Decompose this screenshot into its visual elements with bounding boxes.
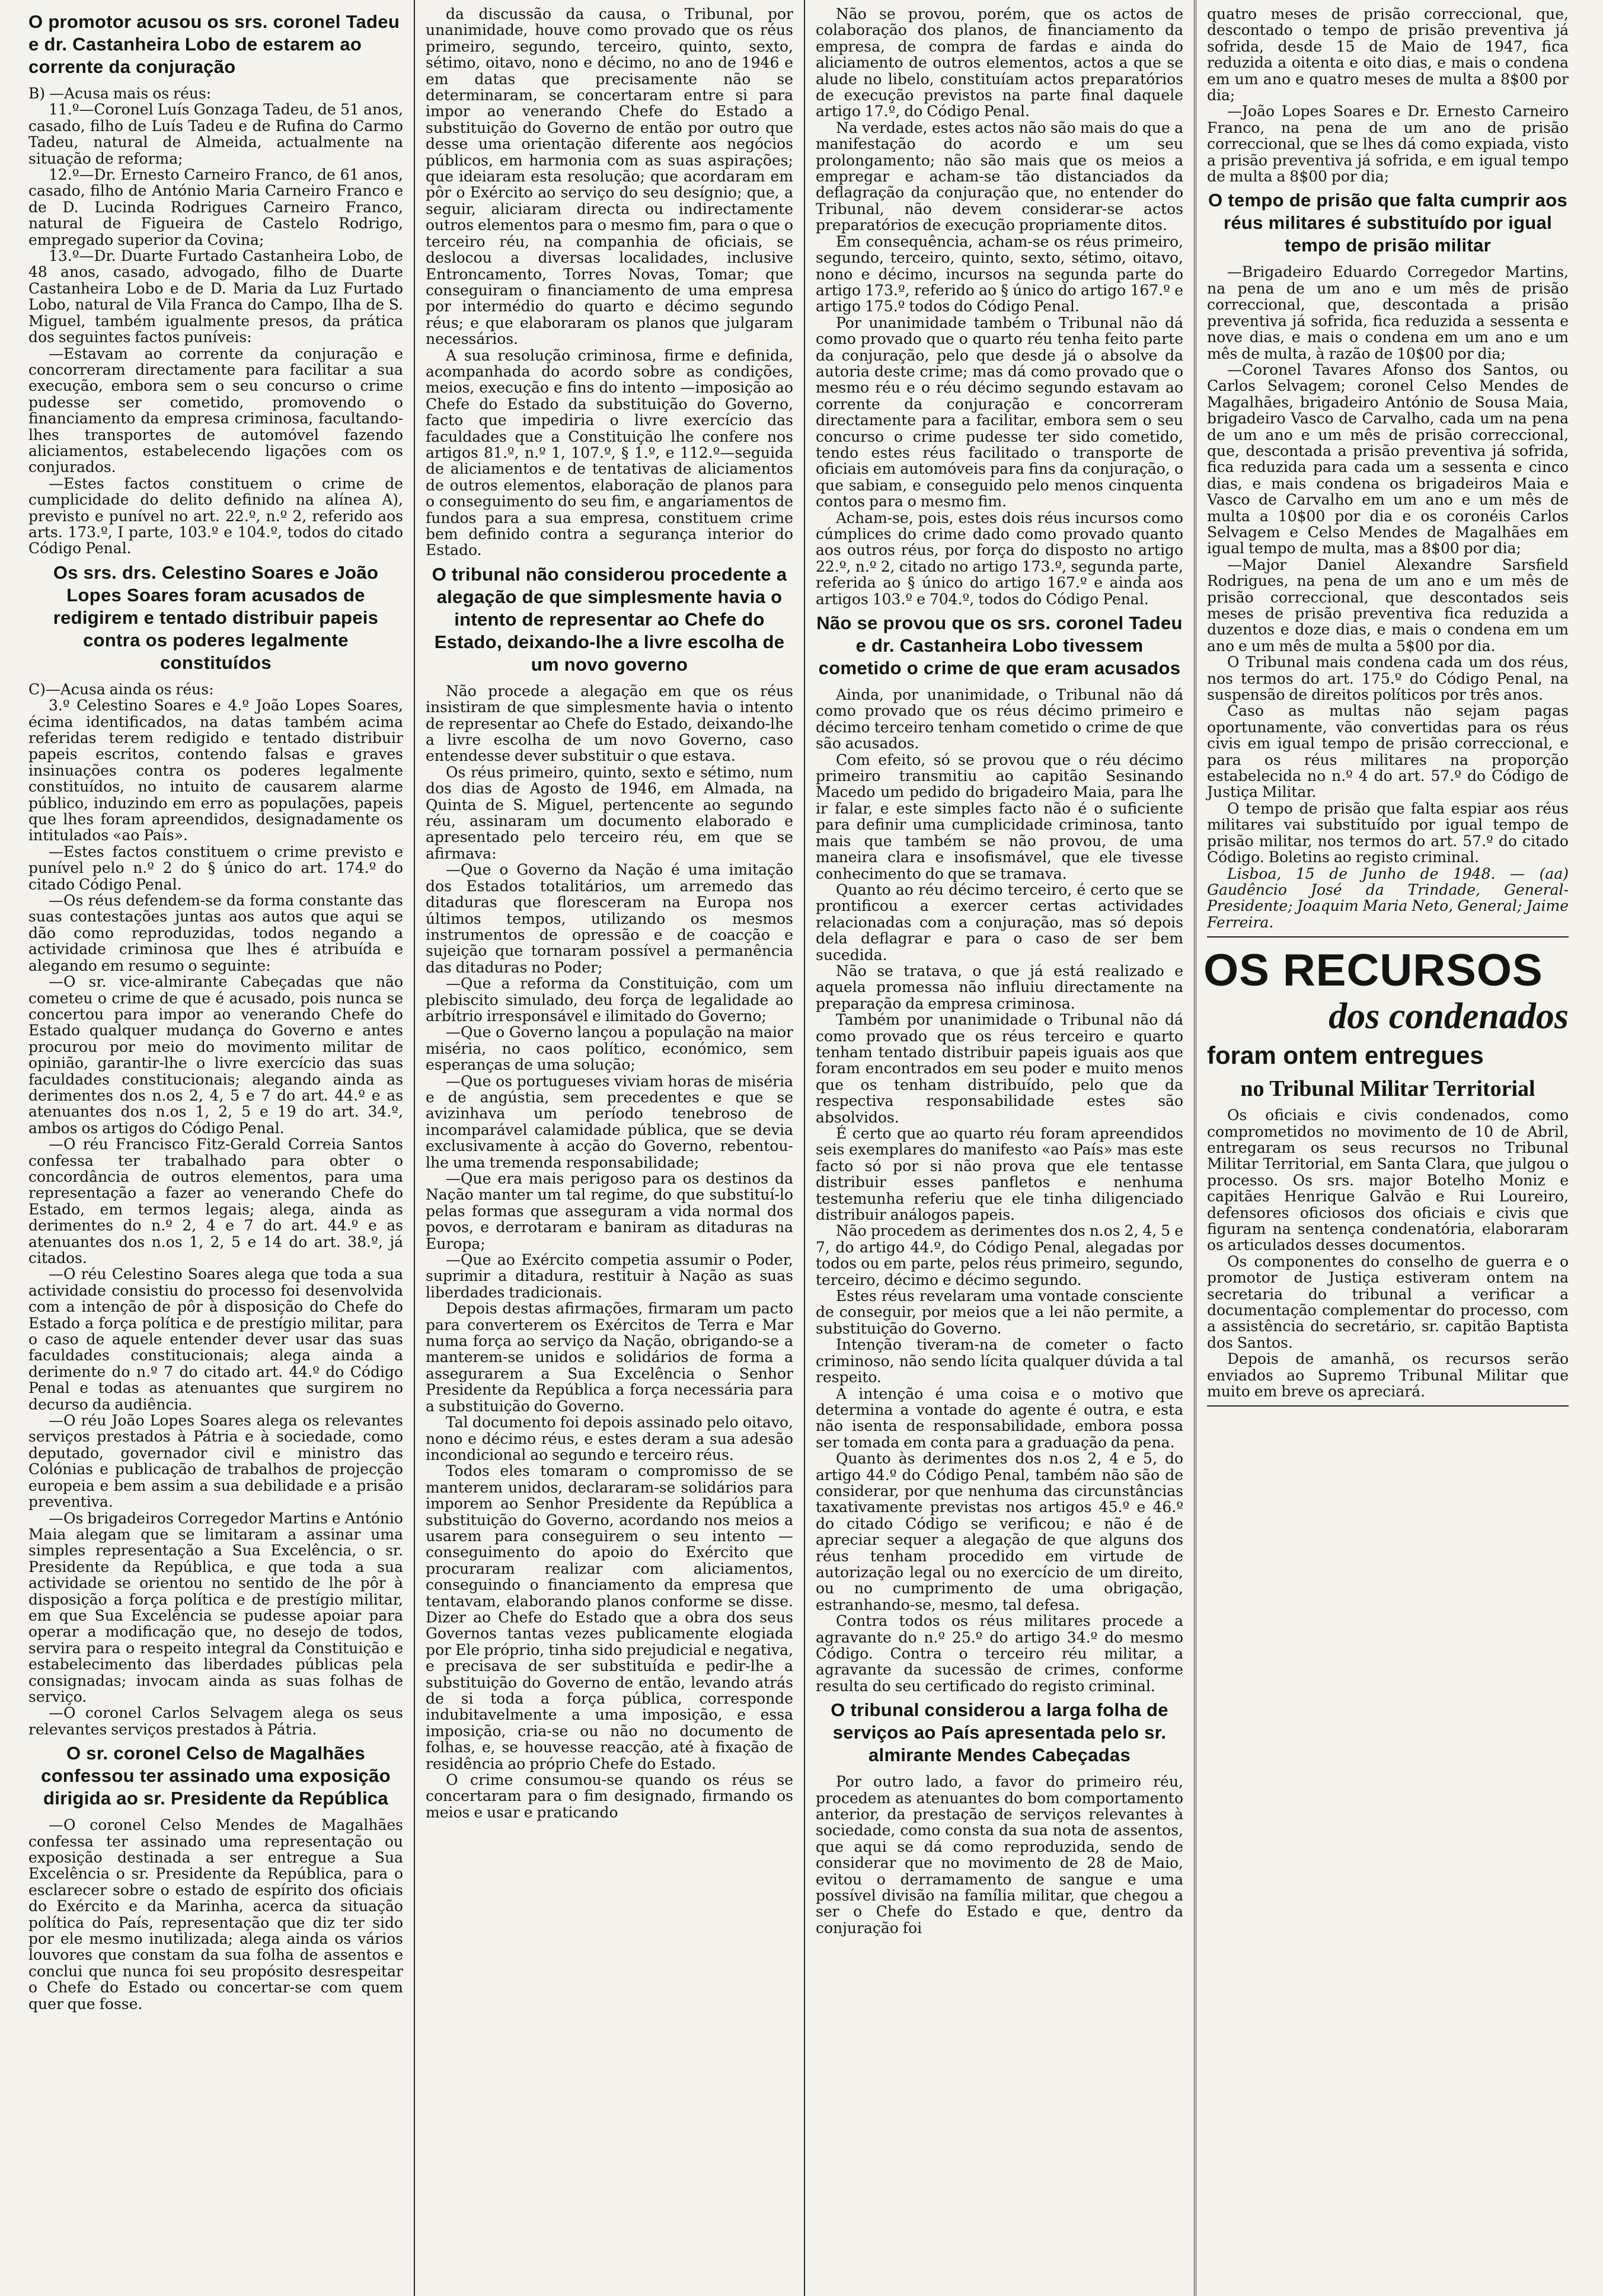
paragraph: Não se provou, porém, que os actos de colaboração dos planos, de financiamento da empresa, de compra de fardas e ainda do aliciamento de outros elementos, actos a que se alude no libelo, constituíam actos preparatórios de execução previstos na parte final daquele artigo 17.º, do Código Penal. xyxy=(816,5,1183,120)
paragraph: da discussão da causa, o Tribunal, por unanimidade, houve como provado que os réus primeiro, segundo, terceiro, quinto, sexto, sétimo, oitavo, nono e décimo, no ano de 1946 e em datas que precisamente não se determinaram, se concertaram entre si para impor ao venerando Chefe do Estado a substituição do Governo de então por outro que desse uma orientação diferente aos negócios públicos, em harmonia com as suas aspirações; que ideiaram esta resolução; que acordaram em pôr o Exército ao serviço do seu desígnio; que, a seguir, aliciaram directa ou indirectamente outros elementos para o mesmo fim, para o que o terceiro réu, na companhia de oficiais, se deslocou a diversas localidades, inclusive Entroncamento, Torres Novas, Tomar; que conseguiram o financiamento de uma empresa por intermédio do quarto e décimo segundo réus; e que elaboraram os planos que julgaram necessários. xyxy=(426,5,793,348)
paragraph: Não procede a alegação em que os réus insistiram de que simplesmente havia o intento de representar ao Chefe do Estado, deixando-lhe a livre escolha de um novo Governo, caso entendesse dever substituir o que estava. xyxy=(426,682,793,765)
paragraph: —Os réus defendem-se da forma constante das suas contestações juntas aos autos que aqui se dão como reproduzidas, todos negando a actividade criminosa que lhes é atribuída e alegando em resumo o seguinte: xyxy=(28,892,403,974)
recursos-headline: OS RECURSOS xyxy=(1203,945,1543,996)
paragraph: —Brigadeiro Eduardo Corregedor Martins, na pena de um ano e um mês de prisão correccional, que, descontada a prisão preventiva já sofrida, fica reduzida a sessenta e nove dias, e mais o condena em um ano e um mês de multa, à razão de 10$00 por dia; xyxy=(1207,263,1569,362)
paragraph: —Coronel Tavares Afonso dos Santos, ou Carlos Selvagem; coronel Celso Mendes de Magalhães, brigadeiro António de Sousa Maia, brigadeiro Vasco de Carvalho, cada um na pena de um ano e um mês de prisão correccional, que, descontada a prisão preventiva já sofrida, fica reduzida para cada um a sessenta e cinco dias, e mais condena os brigadeiros Maia e Vasco de Carvalho em um ano e um mês de multa a 10$00 por dia e os coronéis Carlos Selvagem e Celso Mendes de Magalhães em igual tempo de multa, mas a 8$00 por dia; xyxy=(1207,361,1569,557)
headline-nao-se-provou: Não se provou que os srs. coronel Tadeu e dr. Castanheira Lobo tivessem cometido o crime de que eram acusados xyxy=(816,613,1183,679)
paragraph: —O réu João Lopes Soares alega os relevantes serviços prestados à Pátria e à sociedade, como deputado, governador civil e ministro das Colónias e publicação de trabalhos de projecção europeia e bem assim a sua debilidade e a prisão preventiva. xyxy=(28,1412,403,1511)
paragraph: Depois destas afirmações, firmaram um pacto para converterem os Exércitos de Terra e Mar numa força ao serviço da Nação, obrigando-se a manterem-se unidos e solidários de forma a assegurarem a Sua Excelência o Senhor Presidente da República a força necessária para a substituição do Governo. xyxy=(426,1300,793,1415)
paragraph: —Que ao Exército competia assumir o Poder, suprimir a ditadura, restituir à Nação as suas liberdades tradicionais. xyxy=(426,1251,793,1301)
paragraph: —O réu Celestino Soares alega que toda a sua actividade consistiu do processo foi desenvolvida com a intenção de pôr à disposição do Chefe do Estado a força política e de prestígio militar, para o caso de aquele entender dever usar das suas faculdades constitucionais; alega ainda a derimente do n.º 7 do citado art. 44.º do Código Penal e todas as atenuantes que surgirem no decurso da audiência. xyxy=(28,1265,403,1413)
paragraph: —Estavam ao corrente da conjuração e concorreram directamente para facilitar a sua execução, embora sem o seu concurso o crime pudesse ser cometido, promovendo o financiamento da empresa criminosa, facultando-lhes transportes de automóvel fazendo aliciamentos, estabelecendo ligações com os conjurados. xyxy=(28,345,403,476)
recursos-subheadline: dos condenados xyxy=(1329,996,1569,1037)
divider xyxy=(1207,936,1569,937)
paragraph: A intenção é uma coisa e o motivo que determina a vontade do agente é outra, e esta não isenta de responsabilidade, embora possa ser tomada em conta para a graduação da pena. xyxy=(816,1385,1183,1451)
paragraph: —Major Daniel Alexandre Sarsfield Rodrigues, na pena de um ano e um mês de prisão correccional, que descontados seis meses de prisão preventiva fica reduzida a duzentos e doze dias, e mais o condena em um ano e um mês de multa a 5$00 por dia. xyxy=(1207,556,1569,655)
divider xyxy=(1207,1405,1569,1407)
column-4 xyxy=(1194,0,1579,2296)
headline-celso-magalhaes: O sr. coronel Celso de Magalhães confessou ter assinado uma exposição dirigida ao sr. Presidente da República xyxy=(41,1743,391,1809)
paragraph: —Que era mais perigoso para os destinos da Nação manter um tal regime, do que substituí-lo pelas formas que asseguram a vida normal dos povos, e derrotaram e baniram as ditaduras na Europa; xyxy=(426,1170,793,1252)
paragraph: Não se tratava, o que já está realizado e aquela promessa não influiu directamente na preparação da empresa criminosa. xyxy=(816,962,1183,1012)
paragraph: —Que a reforma da Constituição, com um plebiscito simulado, deu força de legalidade ao arbítrio irresponsável e ilimitado do Governo; xyxy=(426,975,793,1025)
paragraph: quatro meses de prisão correccional, que, descontado o tempo de prisão preventiva já sofrida, desde 15 de Maio de 1947, fica reduzida a oitenta e oito dias, e mais o condena em um ano e quatro meses de multa a 8$00 por dia; xyxy=(1207,5,1569,104)
paragraph: —Estes factos constituem o crime de cumplicidade do delito definido na alínea A), previsto e punível no art. 22.º, n.º 2, referido aos arts. 173.º, I parte, 103.º e 104.º, todos do citado Código Penal. xyxy=(28,474,403,557)
paragraph: B) —Acusa mais os réus: xyxy=(28,85,212,102)
paragraph: Quanto às derimentes dos n.os 2, 4 e 5, do artigo 44.º do Código Penal, também não são de considerar, por que nenhuma das circunstâncias taxativamente previstas nos artigos 45.º e 46.º do citado Código se verificou; e não é de apreciar sequer a alegação de que alguns dos réus tenham procedido em virtude de autorização legal ou no exercício de um direito, ou no cumprimento de uma obrigação, estranhando-se, mesmo, tal defesa. xyxy=(816,1450,1183,1613)
paragraph: Não procedem as derimentes dos n.os 2, 4, 5 e 7, do artigo 44.º, do Código Penal, alegadas por todos ou em parte, pelos réus primeiro, segundo, terceiro, décimo e décimo segundo. xyxy=(816,1222,1183,1289)
paragraph: 13.º—Dr. Duarte Furtado Castanheira Lobo, de 48 anos, casado, advogado, filho de Duarte Castanheira Lobo e de D. Maria da Luz Furtado Lobo, natural de Vila Franca do Campo, Ilha de S. Miguel, também igualmente presos, da prática dos seguintes factos puníveis: xyxy=(28,247,403,346)
paragraph: Os componentes do conselho de guerra e o promotor de Justiça estiveram ontem na secretaria do tribunal a verificar a documentação complementar do processo, com a assistência do secretário, sr. capitão Baptista dos Santos. xyxy=(1207,1252,1569,1351)
headline-tribunal-nao-considerou: O tribunal não considerou procedente a alegação de que simplesmente havia o intento de representar ao Chefe do Estado, deixando-lhe a livre escolha de um novo governo xyxy=(432,563,787,675)
paragraph: O tempo de prisão que falta espiar aos réus militares vai substituído por igual tempo de prisão militar, nos termos do art. 57.º do citado Código. Boletins ao registo criminal. xyxy=(1207,799,1569,866)
paragraph: Com efeito, só se provou que o réu décimo primeiro transmitiu ao capitão Sesinando Macedo um pedido do brigadeiro Maia, para lhe ir falar, e este simples facto não é o suficiente para definir uma cumplicidade criminosa, tanto mais que também se não provou, de uma maneira clara e insofismável, que ele tivesse conhecimento do que se tramava. xyxy=(816,751,1183,882)
paragraph: 11.º—Coronel Luís Gonzaga Tadeu, de 51 anos, casado, filho de Luís Tadeu e de Rufina do Carmo Tadeu, natural de Almeida, actualmente na situação de reforma; xyxy=(28,101,403,167)
paragraph: 12.º—Dr. Ernesto Carneiro Franco, de 61 anos, casado, filho de António Maria Carneiro Franco e de D. Lucinda Rodrigues Carneiro Franco, natural de Figueira de Castelo Rodrigo, empregado superior da Covina; xyxy=(28,166,403,248)
paragraph: —Os brigadeiros Corregedor Martins e António Maia alegam que se limitaram a assinar uma simples representação a Sua Excelência, o sr. Presidente da República, e que toda a sua actividade se orientou no sentido de lhe pôr à disposição a força política e de prestígio militar, em que Sua Excelência se pudesse apoiar para operar a modificação que, no desejo de todos, servira para o respeito integral da Constituição e estabelecimento das liberdades públicas pela consignadas; invocam ainda as suas folhas de serviço. xyxy=(28,1509,403,1705)
paragraph: —Que os portugueses viviam horas de miséria e de angústia, sem precedentes e que se avizinhava um período tenebroso de incomparável calamidade pública, que se devia exclusivamente à acção do Governo, rebentou-lhe uma tremenda responsabilidade; xyxy=(426,1072,793,1171)
column-3 xyxy=(804,0,1194,2296)
paragraph: —Que o Governo lançou a população na maior miséria, no caos político, económico, sem esperanças de uma solução; xyxy=(426,1023,793,1074)
paragraph: —O coronel Celso Mendes de Magalhães confessa ter assinado uma representação ou exposição destinada a ser entregue a Sua Excelência o sr. Presidente da República, para o esclarecer sobre o estado de espírito dos oficiais do Exército e da Marinha, acerca da situação política do País, representação que diz ter sido por ele mesmo inutilizada; alega ainda os vários louvores que constam da sua folha de assentos e conclui que nunca foi seu propósito desrespeitar o Chefe do Estado ou concertar-se com quem quer que fosse. xyxy=(28,1816,403,2013)
headline-tempo-de-prisao: O tempo de prisão que falta cumprir aos réus militares é substituído por igual tempo de prisão militar xyxy=(1208,190,1567,256)
paragraph: —O sr. vice-almirante Cabeçadas que não cometeu o crime de que é acusado, pois nunca se concertou para impor ao venerando Chefe do Estado qualquer mudança do Governo e antes procurou por meio do movimento militar de opinião, garantir-lhe o livre exercício das suas faculdades constitucionais; alegando ainda as derimentes dos n.os 2, 4, 5 e 7 do art. 44.º e as atenuantes dos n.os 1, 2, 5 e 19 do art. 34.º, ambos os artigos do Código Penal. xyxy=(28,973,403,1137)
paragraph: Caso as multas não sejam pagas oportunamente, vão convertidas para os réus civis em igual tempo de prisão correccional, e para os réus militares na proporção estabelecida no n.º 4 do art. 57.º do Código de Justiça Militar. xyxy=(1207,702,1569,801)
paragraph: Intenção tiveram-na de cometer o facto criminoso, não sendo lícita qualquer dúvida a tal respeito. xyxy=(816,1336,1183,1386)
paragraph: —João Lopes Soares e Dr. Ernesto Carneiro Franco, na pena de um ano de prisão correccional, que se lhes dá como expiada, visto a prisão preventiva já sofrida, e em igual tempo de multa a 8$00 por dia; xyxy=(1207,103,1569,186)
paragraph: É certo que ao quarto réu foram apreendidos seis exemplares do manifesto «ao País» mas este facto só por si não prova que ele tentasse distribuir esses panfletos e nenhuma testemunha referiu que ele tinha diligenciado distribuir análogos papeis. xyxy=(816,1125,1183,1224)
paragraph: Os oficiais e civis condenados, como comprometidos no movimento de 10 de Abril, entregaram os seus recursos no Tribunal Militar Territorial, em Santa Clara, que julgou o processo. Os srs. major Botelho Moniz e capitães Henrique Galvão e Rui Loureiro, defensores oficiosos dos oficiais e civis que figuram na sentença condenatória, elaboraram os articulados desses documentos. xyxy=(1207,1106,1569,1254)
recursos-deck-2: no Tribunal Militar Territorial xyxy=(1240,1076,1535,1102)
paragraph: —Estes factos constituem o crime previsto e punível pelo n.º 2 do § único do art. 174.º do citado Código Penal. xyxy=(28,843,403,893)
paragraph: Estes réus revelaram uma vontade consciente de conseguir, por meios que a lei não permite, a substituição do Governo. xyxy=(816,1287,1183,1337)
paragraph: Os réus primeiro, quinto, sexto e sétimo, num dos dias de Agosto de 1946, em Almada, na Quinta de S. Miguel, pertencente ao segundo réu, assinaram um documento elaborado e apresentado pelo terceiro réu, em que se afirmava: xyxy=(426,763,793,862)
paragraph: Na verdade, estes actos não são mais do que a manifestação do acordo e um seu prolongamento; não são mais que os meios a empregar e acham-se tão distanciados da deflagração da conjuração que, no entender do Tribunal, não devem considerar-se actos preparatórios de execução propriamente ditos. xyxy=(816,119,1183,234)
paragraph: Por unanimidade também o Tribunal não dá como provado que o quarto réu tenha feito parte da conjuração, pelo que desde já o absolve da autoria deste crime; mas dá como provado que o mesmo réu e o réu décimo segundo estavam ao corrente da conjuração e concorreram directamente para a facilitar, embora sem o seu concurso o crime pudesse ter sido cometido, tendo estes réus facilitado o transporte de oficiais em automóveis para fins da conjuração, o que sabiam, e conseguido pelo menos cinquenta contos para o mesmo fim. xyxy=(816,314,1183,511)
paragraph: 3.º Celestino Soares e 4.º João Lopes Soares, écima identificados, na datas também acima referidas terem redigido e tentado distribuir papeis escritos, contendo falsas e graves insinuações contra os poderes legalmente constituídos, no intuito de causarem alarme público, induzindo em erro as populações, papeis que lhes foram apreendidos, designadamente os intitulados «ao País». xyxy=(28,697,403,844)
paragraph: Contra todos os réus militares procede a agravante do n.º 25.º do artigo 34.º do mesmo Código. Contra o terceiro réu militar, a agravante da sucessão de crimes, conforme resulta do seu certificado do registo criminal. xyxy=(816,1612,1183,1695)
signature-block: Lisboa, 15 de Junho de 1948. — (aa) Gaudêncio José da Trindade, General-Presidente; Joaquim Maria Neto, General; Jaime Ferreira. xyxy=(1207,865,1569,931)
paragraph: Tal documento foi depois assinado pelo oitavo, nono e décimo réus, e estes deram a sua adesão incondicional ao segundo e terceiro réus. xyxy=(426,1414,793,1463)
column-1 xyxy=(18,0,414,2296)
paragraph: Todos eles tomaram o compromisso de se manterem unidos, declararam-se solidários para imporem ao Senhor Presidente da República a substituição do Governo, acordando nos meios a usarem para conseguirem o seu intento —conseguimento do apoio do Exército que procuraram realizar com aliciamentos, conseguindo o financiamento da empresa que tentavam, elaborando planos conforme se disse. Dizer ao Chefe do Estado que a obra dos seus Governos tantas vezes publicamente elogiada por Ele próprio, tinha sido prejudicial e negativa, e precisava de ser substituída e pedir-lhe a substituição do Governo de então, levando atrás de si toda a força pública, corresponde indubitavelmente a uma imposição, e essa imposição, cria-se ou não no documento de folhas, e, se houvesse reacção, até à fixação de residência ao próprio Chefe do Estado. xyxy=(426,1462,793,1772)
paragraph: —O réu Francisco Fitz-Gerald Correia Santos confessa ter trabalhado para obter o concordância de outros elementos, para uma representação a fazer ao venerando Chefe do Estado, em termos legais; alega, ainda as derimentes do n.º 2, 4 e 7 do art. 44.º e as atenuantes dos n.os 1, 2, 5 e 14 do art. 38.º, já citados. xyxy=(28,1136,403,1267)
paragraph: Quanto ao réu décimo terceiro, é certo que se prontificou a exercer certas actividades relacionadas com a conjuração, mas só depois dela deflagrar e para o caso de ser bem sucedida. xyxy=(816,881,1183,964)
paragraph: O crime consumou-se quando os réus se concertaram para o fim designado, firmando os meios e usar e praticando xyxy=(426,1771,793,1821)
paragraph: A sua resolução criminosa, firme e definida, acompanhada do acordo sobre as condições, meios, execução e fins do intento —imposição ao Chefe do Estado da substituição do Governo, facto que impediria o livre exercício das faculdades que a Constituição lhe confere nos artigos 81.º, n.º 1, 107.º, § 1.º, e 112.º—seguida de aliciamentos e de tentativas de aliciamentos de outros elementos, elaboração de planos para o conseguimento do seu fim, e angariamentos de fundos para a sua empresa, constituem crime bem definido contra a segurança interior do Estado. xyxy=(426,346,793,559)
paragraph: Acham-se, pois, estes dois réus incursos como cúmplices do crime dado como provado quanto aos outros réus, por força do disposto no artigo 22.º, n.º 2, citado no artigo 173.º, segunda parte, referida ao § único do artigo 167.º e ainda aos artigos 103.º e 704.º, todos do Código Penal. xyxy=(816,509,1183,608)
paragraph: —O coronel Carlos Selvagem alega os seus relevantes serviços prestados à Pátria. xyxy=(28,1704,403,1738)
recursos-deck: foram ontem entregues xyxy=(1207,1041,1484,1070)
headline-folha-de-servicos: O tribunal considerou a larga folha de serviços ao País apresentada pelo sr. almirante Mendes Cabeçadas xyxy=(831,1699,1168,1766)
headline-promotor: O promotor acusou os srs. coronel Tadeu e dr. Castanheira Lobo de estarem ao corrente da conjuração xyxy=(28,11,400,77)
headline-celestino-soares: Os srs. drs. Celestino Soares e João Lopes Soares foram acusados de redigirem e tentado distribuir papeis contra os poderes legalmente constituídos xyxy=(53,562,379,673)
paragraph: Por outro lado, a favor do primeiro réu, procedem as atenuantes do bom comportamento anterior, da prestação de serviços relevantes à sociedade, como consta da sua nota de assentos, que aqui se dá como reproduzida, sendo de considerar que no movimento de 28 de Maio, evitou o derramamento de sangue e uma possível divisão na família militar, que chegou a ser o Chefe do Estado e que, dentro da conjuração foi xyxy=(816,1773,1183,1937)
paragraph: Em consequência, acham-se os réus primeiro, segundo, terceiro, quinto, sexto, sétimo, oitavo, nono e décimo, incursos na segunda parte do artigo 173.º, referido ao § único do artigo 167.º e artigo 175.º todos do Código Penal. xyxy=(816,232,1183,315)
paragraph: C)—Acusa ainda os réus: xyxy=(28,680,214,698)
column-2 xyxy=(414,0,804,2296)
paragraph: O Tribunal mais condena cada um dos réus, nos termos do art. 175.º do Código Penal, na suspensão de direitos políticos por três anos. xyxy=(1207,653,1569,704)
paragraph: Depois de amanhã, os recursos serão enviados ao Supremo Tribunal Militar que muito em breve os apreciará. xyxy=(1207,1350,1569,1401)
paragraph: Ainda, por unanimidade, o Tribunal não dá como provado que os réus décimo primeiro e décimo terceiro tenham cometido o crime de que são acusados. xyxy=(816,686,1183,752)
paragraph: Também por unanimidade o Tribunal não dá como provado que os réus terceiro e quarto tenham tentado distribuir papeis iguais aos que foram encontrados em seu poder e muito menos que os tenham distribuído, pelo que da respectiva responsabilidade estes são absolvidos. xyxy=(816,1011,1183,1126)
paragraph: —Que o Governo da Nação é uma imitação dos Estados totalitários, um arremedo das ditaduras que floresceram na Europa nos últimos tempos, utilizando os mesmos instrumentos de opressão e de coacção e sujeição que tornaram possível a permanência das ditaduras no Poder; xyxy=(426,861,793,976)
